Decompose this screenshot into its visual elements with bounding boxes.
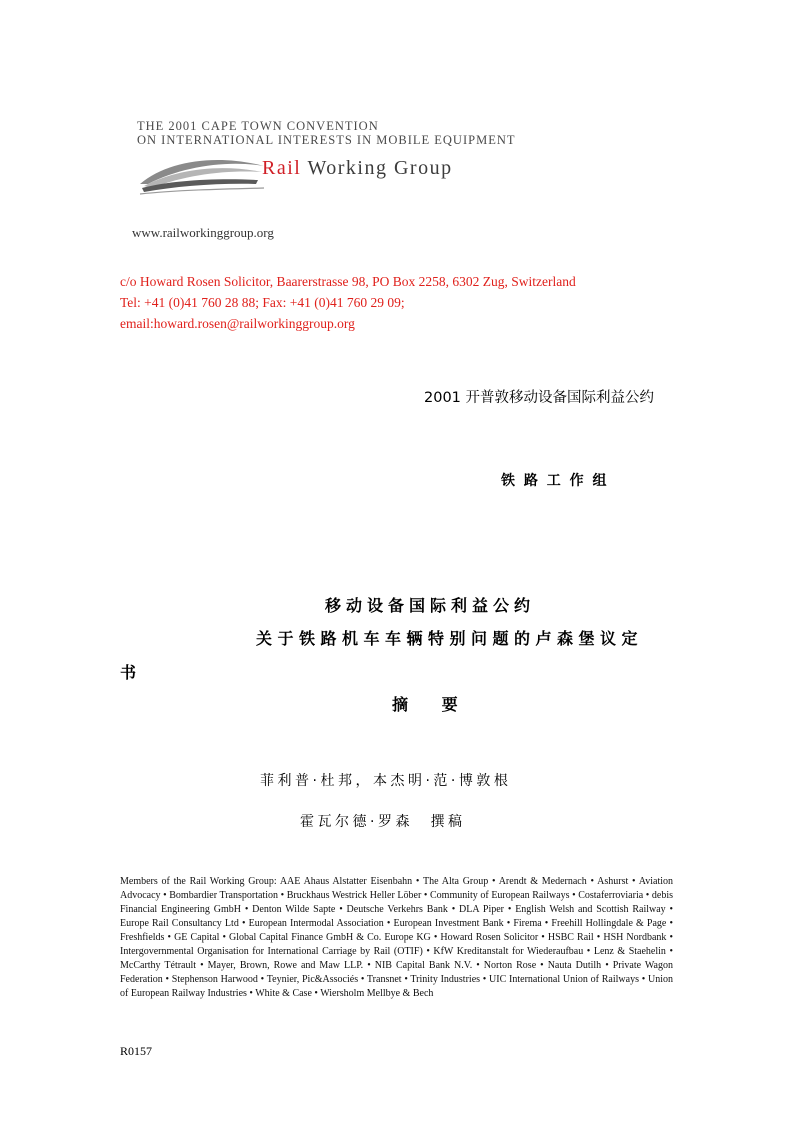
summary-heading: 摘 要 <box>392 695 472 714</box>
title-rail: Rail <box>262 157 302 179</box>
contact-block <box>120 271 576 334</box>
logo-line-1: THE 2001 CAPE TOWN CONVENTION <box>137 119 379 133</box>
contact-address: c/o Howard Rosen Solicitor, Baarerstrasse 98, PO Box 2258, 6302 Zug, Switzerland <box>120 274 576 289</box>
train-swoosh-icon <box>138 150 268 198</box>
authors-line-2: 霍瓦尔德·罗森 撰稿 <box>300 814 466 830</box>
website-link[interactable]: www.railworkinggroup.org <box>132 225 274 240</box>
group-heading: 铁 路 工 作 组 <box>501 473 609 489</box>
document-title-line-1: 移动设备国际利益公约 <box>325 596 536 615</box>
logo-line-2: ON INTERNATIONAL INTERESTS IN MOBILE EQUIPMENT <box>137 133 516 147</box>
document-title-line-3: 书 <box>120 663 137 682</box>
document-title-line-2: 关于铁路机车车辆特别问题的卢森堡议定 <box>256 629 644 648</box>
members-list: Members of the Rail Working Group: AAE Ahaus Alstatter Eisenbahn • The Alta Group • Arendt & Medernach • Ashurst • Aviation Advocacy • Bombardier Transportation • Bruckhaus Westrick Heller Löber • Community of European Railways • Costaferroviaria • debis Financial Engineering GmbH • Denton Wilde Sapte • Deutsche Verkehrs Bank • DLA Piper • English Welsh and Scottish Railway • Europe Rail Consultancy Ltd • European Intermodal Association • European Investment Bank • Firema • Freehill Hollingdale & Page • Freshfields • GE Capital • Global Capital Finance GmbH & Co. Europe KG • Howard Rosen Solicitor • HSBC Rail • HSH Nordbank • Intergovernmental Organisation for International Carriage by Rail (OTIF) • KfW Kreditanstalt for Wiederaufbau • Lenz & Staehelin • McCarthy Tétrault • Mayer, Brown, Rowe and Maw LLP. • NIB Capital Bank N.V. • Norton Rose • Nauta Dutilh • Private Wagon Federation • Stephenson Harwood • Teynier, Pic&Associés • Transnet • Trinity Industries • UIC International Union of Railways • Union of European Railway Industries • White & Case • Wiersholm Mellbye & Bech <box>120 876 673 999</box>
rail-working-group-title <box>262 157 453 180</box>
contact-phone: Tel: +41 (0)41 760 28 88; Fax: +41 (0)41 760 29 09; <box>120 295 405 310</box>
convention-heading: 2001 开普敦移动设备国际利益公约 <box>424 390 655 406</box>
contact-email[interactable]: email:howard.rosen@railworkinggroup.org <box>120 316 355 331</box>
title-working-group: Working Group <box>307 157 453 179</box>
document-code: R0157 <box>120 1044 153 1058</box>
authors-line-1: 菲利普·杜邦，本杰明·范·博敦根 <box>260 773 512 789</box>
